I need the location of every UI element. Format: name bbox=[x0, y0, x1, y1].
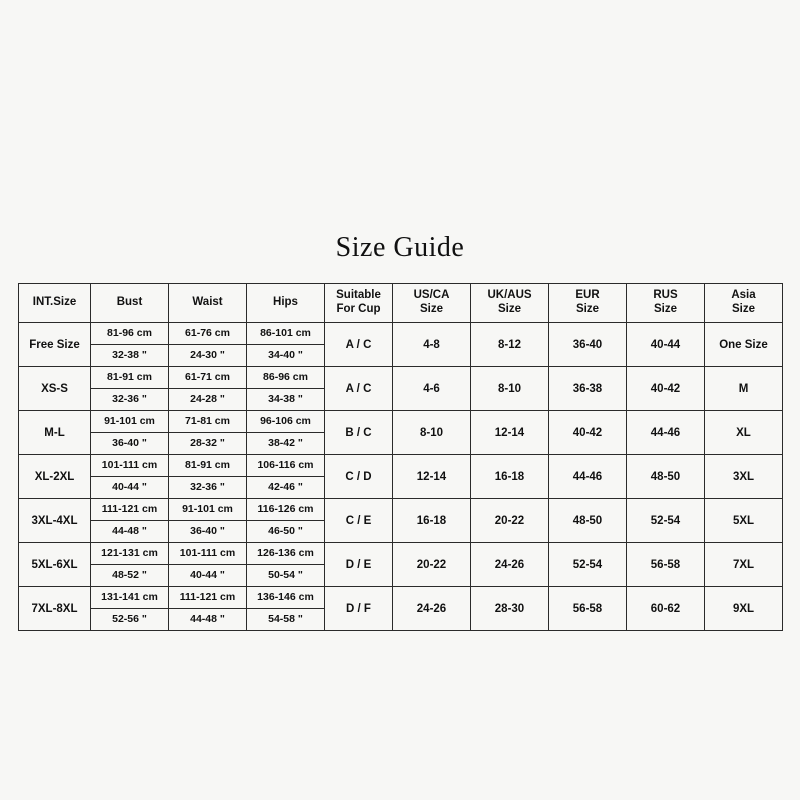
column-header-uk-aus-line2: Size bbox=[497, 303, 521, 315]
cell-bust bbox=[91, 323, 169, 367]
cell-us-ca: 24-26 bbox=[393, 587, 471, 631]
cell-hips bbox=[247, 367, 325, 411]
column-header-suitable-for-cup bbox=[325, 284, 393, 323]
table-row bbox=[19, 367, 783, 411]
cell-us-ca: 4-6 bbox=[393, 367, 471, 411]
column-header-int-size bbox=[19, 284, 91, 323]
table-body bbox=[19, 323, 783, 631]
column-header-uk-aus-size bbox=[471, 284, 549, 323]
cell-bust-cm: 111-121 cm bbox=[91, 499, 168, 521]
cell-waist-cm: 101-111 cm bbox=[169, 543, 246, 565]
cell-cup: D / F bbox=[325, 587, 393, 631]
cell-waist-in: 28-32 " bbox=[190, 437, 225, 450]
column-header-rus-line2: Size bbox=[653, 303, 677, 315]
column-header-asia-line1: Asia bbox=[731, 289, 756, 302]
cell-waist bbox=[169, 543, 247, 587]
cell-hips-in: 46-50 " bbox=[268, 525, 303, 538]
table-row bbox=[19, 411, 783, 455]
cell-uk-aus: 24-26 bbox=[471, 543, 549, 587]
cell-hips-in: 50-54 " bbox=[268, 569, 303, 582]
cell-hips-cm: 96-106 cm bbox=[247, 411, 324, 433]
cell-asia: 5XL bbox=[705, 499, 783, 543]
cell-waist-cm: 81-91 cm bbox=[169, 455, 246, 477]
cell-bust-in: 52-56 " bbox=[112, 613, 147, 626]
column-header-us-ca-line2: Size bbox=[419, 303, 443, 315]
cell-cup: B / C bbox=[325, 411, 393, 455]
cell-rus: 60-62 bbox=[627, 587, 705, 631]
cell-hips bbox=[247, 455, 325, 499]
cell-asia: One Size bbox=[705, 323, 783, 367]
cell-rus: 48-50 bbox=[627, 455, 705, 499]
size-guide-table bbox=[18, 283, 783, 631]
cell-hips-cm: 136-146 cm bbox=[247, 587, 324, 609]
page-title: Size Guide bbox=[335, 232, 465, 263]
cell-asia: 3XL bbox=[705, 455, 783, 499]
cell-asia: XL bbox=[705, 411, 783, 455]
cell-bust bbox=[91, 455, 169, 499]
cell-bust-in: 32-38 " bbox=[112, 349, 147, 362]
cell-uk-aus: 28-30 bbox=[471, 587, 549, 631]
cell-hips bbox=[247, 323, 325, 367]
table-row bbox=[19, 499, 783, 543]
cell-rus: 44-46 bbox=[627, 411, 705, 455]
column-header-asia-size bbox=[705, 284, 783, 323]
column-header-bust bbox=[91, 284, 169, 323]
cell-waist-cm: 61-76 cm bbox=[169, 323, 246, 345]
cell-hips-cm: 106-116 cm bbox=[247, 455, 324, 477]
cell-int-size: 3XL-4XL bbox=[19, 499, 91, 543]
column-header-eur-line1: EUR bbox=[575, 289, 600, 302]
cell-bust-in: 40-44 " bbox=[112, 481, 147, 494]
cell-waist-in: 40-44 " bbox=[190, 569, 225, 582]
cell-bust bbox=[91, 587, 169, 631]
cell-waist-cm: 61-71 cm bbox=[169, 367, 246, 389]
cell-uk-aus: 20-22 bbox=[471, 499, 549, 543]
column-header-uk-aus-line1: UK/AUS bbox=[487, 289, 532, 302]
column-header-us-ca-size bbox=[393, 284, 471, 323]
column-header-eur-line2: Size bbox=[575, 303, 599, 315]
cell-hips-in: 34-40 " bbox=[268, 349, 303, 362]
cell-uk-aus: 8-12 bbox=[471, 323, 549, 367]
cell-bust-cm: 81-96 cm bbox=[91, 323, 168, 345]
cell-bust-cm: 81-91 cm bbox=[91, 367, 168, 389]
cell-int-size: XS-S bbox=[19, 367, 91, 411]
column-header-cup-line2: For Cup bbox=[336, 303, 381, 315]
cell-bust-cm: 121-131 cm bbox=[91, 543, 168, 565]
cell-hips-cm: 116-126 cm bbox=[247, 499, 324, 521]
cell-bust bbox=[91, 499, 169, 543]
cell-eur: 56-58 bbox=[549, 587, 627, 631]
column-header-waist-line1: Waist bbox=[192, 296, 223, 309]
cell-waist bbox=[169, 587, 247, 631]
cell-rus: 52-54 bbox=[627, 499, 705, 543]
cell-waist-in: 36-40 " bbox=[190, 525, 225, 538]
cell-rus: 40-44 bbox=[627, 323, 705, 367]
column-header-rus-line1: RUS bbox=[653, 289, 678, 302]
cell-eur: 36-38 bbox=[549, 367, 627, 411]
cell-eur: 44-46 bbox=[549, 455, 627, 499]
cell-waist bbox=[169, 323, 247, 367]
cell-hips-cm: 126-136 cm bbox=[247, 543, 324, 565]
cell-waist-cm: 71-81 cm bbox=[169, 411, 246, 433]
cell-hips-cm: 86-101 cm bbox=[247, 323, 324, 345]
column-header-asia-line2: Size bbox=[731, 303, 755, 315]
table-row bbox=[19, 323, 783, 367]
cell-waist bbox=[169, 455, 247, 499]
cell-cup: A / C bbox=[325, 323, 393, 367]
cell-bust-cm: 131-141 cm bbox=[91, 587, 168, 609]
cell-cup: D / E bbox=[325, 543, 393, 587]
column-header-eur-size bbox=[549, 284, 627, 323]
cell-int-size: M-L bbox=[19, 411, 91, 455]
cell-waist-cm: 111-121 cm bbox=[169, 587, 246, 609]
cell-us-ca: 8-10 bbox=[393, 411, 471, 455]
cell-hips bbox=[247, 411, 325, 455]
cell-bust-cm: 91-101 cm bbox=[91, 411, 168, 433]
cell-waist-cm: 91-101 cm bbox=[169, 499, 246, 521]
cell-cup: A / C bbox=[325, 367, 393, 411]
cell-waist-in: 24-30 " bbox=[190, 349, 225, 362]
cell-waist-in: 44-48 " bbox=[190, 613, 225, 626]
table-row bbox=[19, 543, 783, 587]
cell-int-size: 5XL-6XL bbox=[19, 543, 91, 587]
cell-hips-in: 54-58 " bbox=[268, 613, 303, 626]
cell-int-size: Free Size bbox=[19, 323, 91, 367]
cell-hips-in: 38-42 " bbox=[268, 437, 303, 450]
cell-us-ca: 4-8 bbox=[393, 323, 471, 367]
cell-hips bbox=[247, 499, 325, 543]
cell-int-size: XL-2XL bbox=[19, 455, 91, 499]
table-header bbox=[19, 284, 783, 323]
cell-waist bbox=[169, 499, 247, 543]
cell-cup: C / D bbox=[325, 455, 393, 499]
cell-eur: 40-42 bbox=[549, 411, 627, 455]
cell-us-ca: 12-14 bbox=[393, 455, 471, 499]
cell-asia: 7XL bbox=[705, 543, 783, 587]
cell-bust-in: 48-52 " bbox=[112, 569, 147, 582]
cell-uk-aus: 16-18 bbox=[471, 455, 549, 499]
cell-us-ca: 16-18 bbox=[393, 499, 471, 543]
column-header-rus-size bbox=[627, 284, 705, 323]
column-header-bust-line1: Bust bbox=[116, 296, 143, 309]
cell-bust bbox=[91, 367, 169, 411]
cell-asia: M bbox=[705, 367, 783, 411]
column-header-cup-line1: Suitable bbox=[336, 289, 381, 302]
cell-uk-aus: 12-14 bbox=[471, 411, 549, 455]
cell-bust-cm: 101-111 cm bbox=[91, 455, 168, 477]
cell-waist-in: 24-28 " bbox=[190, 393, 225, 406]
cell-rus: 40-42 bbox=[627, 367, 705, 411]
cell-eur: 52-54 bbox=[549, 543, 627, 587]
cell-bust-in: 44-48 " bbox=[112, 525, 147, 538]
table-row bbox=[19, 587, 783, 631]
cell-hips-cm: 86-96 cm bbox=[247, 367, 324, 389]
cell-asia: 9XL bbox=[705, 587, 783, 631]
cell-hips bbox=[247, 543, 325, 587]
cell-eur: 36-40 bbox=[549, 323, 627, 367]
cell-bust-in: 32-36 " bbox=[112, 393, 147, 406]
cell-hips bbox=[247, 587, 325, 631]
cell-eur: 48-50 bbox=[549, 499, 627, 543]
cell-uk-aus: 8-10 bbox=[471, 367, 549, 411]
cell-hips-in: 34-38 " bbox=[268, 393, 303, 406]
cell-waist-in: 32-36 " bbox=[190, 481, 225, 494]
column-header-int-size-line1: INT.Size bbox=[32, 296, 77, 309]
column-header-us-ca-line1: US/CA bbox=[413, 289, 450, 302]
cell-waist bbox=[169, 411, 247, 455]
column-header-waist bbox=[169, 284, 247, 323]
cell-int-size: 7XL-8XL bbox=[19, 587, 91, 631]
cell-us-ca: 20-22 bbox=[393, 543, 471, 587]
cell-rus: 56-58 bbox=[627, 543, 705, 587]
cell-bust bbox=[91, 543, 169, 587]
size-guide-table-container bbox=[18, 283, 782, 631]
cell-cup: C / E bbox=[325, 499, 393, 543]
table-row bbox=[19, 455, 783, 499]
cell-bust-in: 36-40 " bbox=[112, 437, 147, 450]
column-header-hips bbox=[247, 284, 325, 323]
cell-hips-in: 42-46 " bbox=[268, 481, 303, 494]
table-header-row bbox=[19, 284, 783, 323]
cell-waist bbox=[169, 367, 247, 411]
column-header-hips-line1: Hips bbox=[273, 296, 298, 309]
cell-bust bbox=[91, 411, 169, 455]
